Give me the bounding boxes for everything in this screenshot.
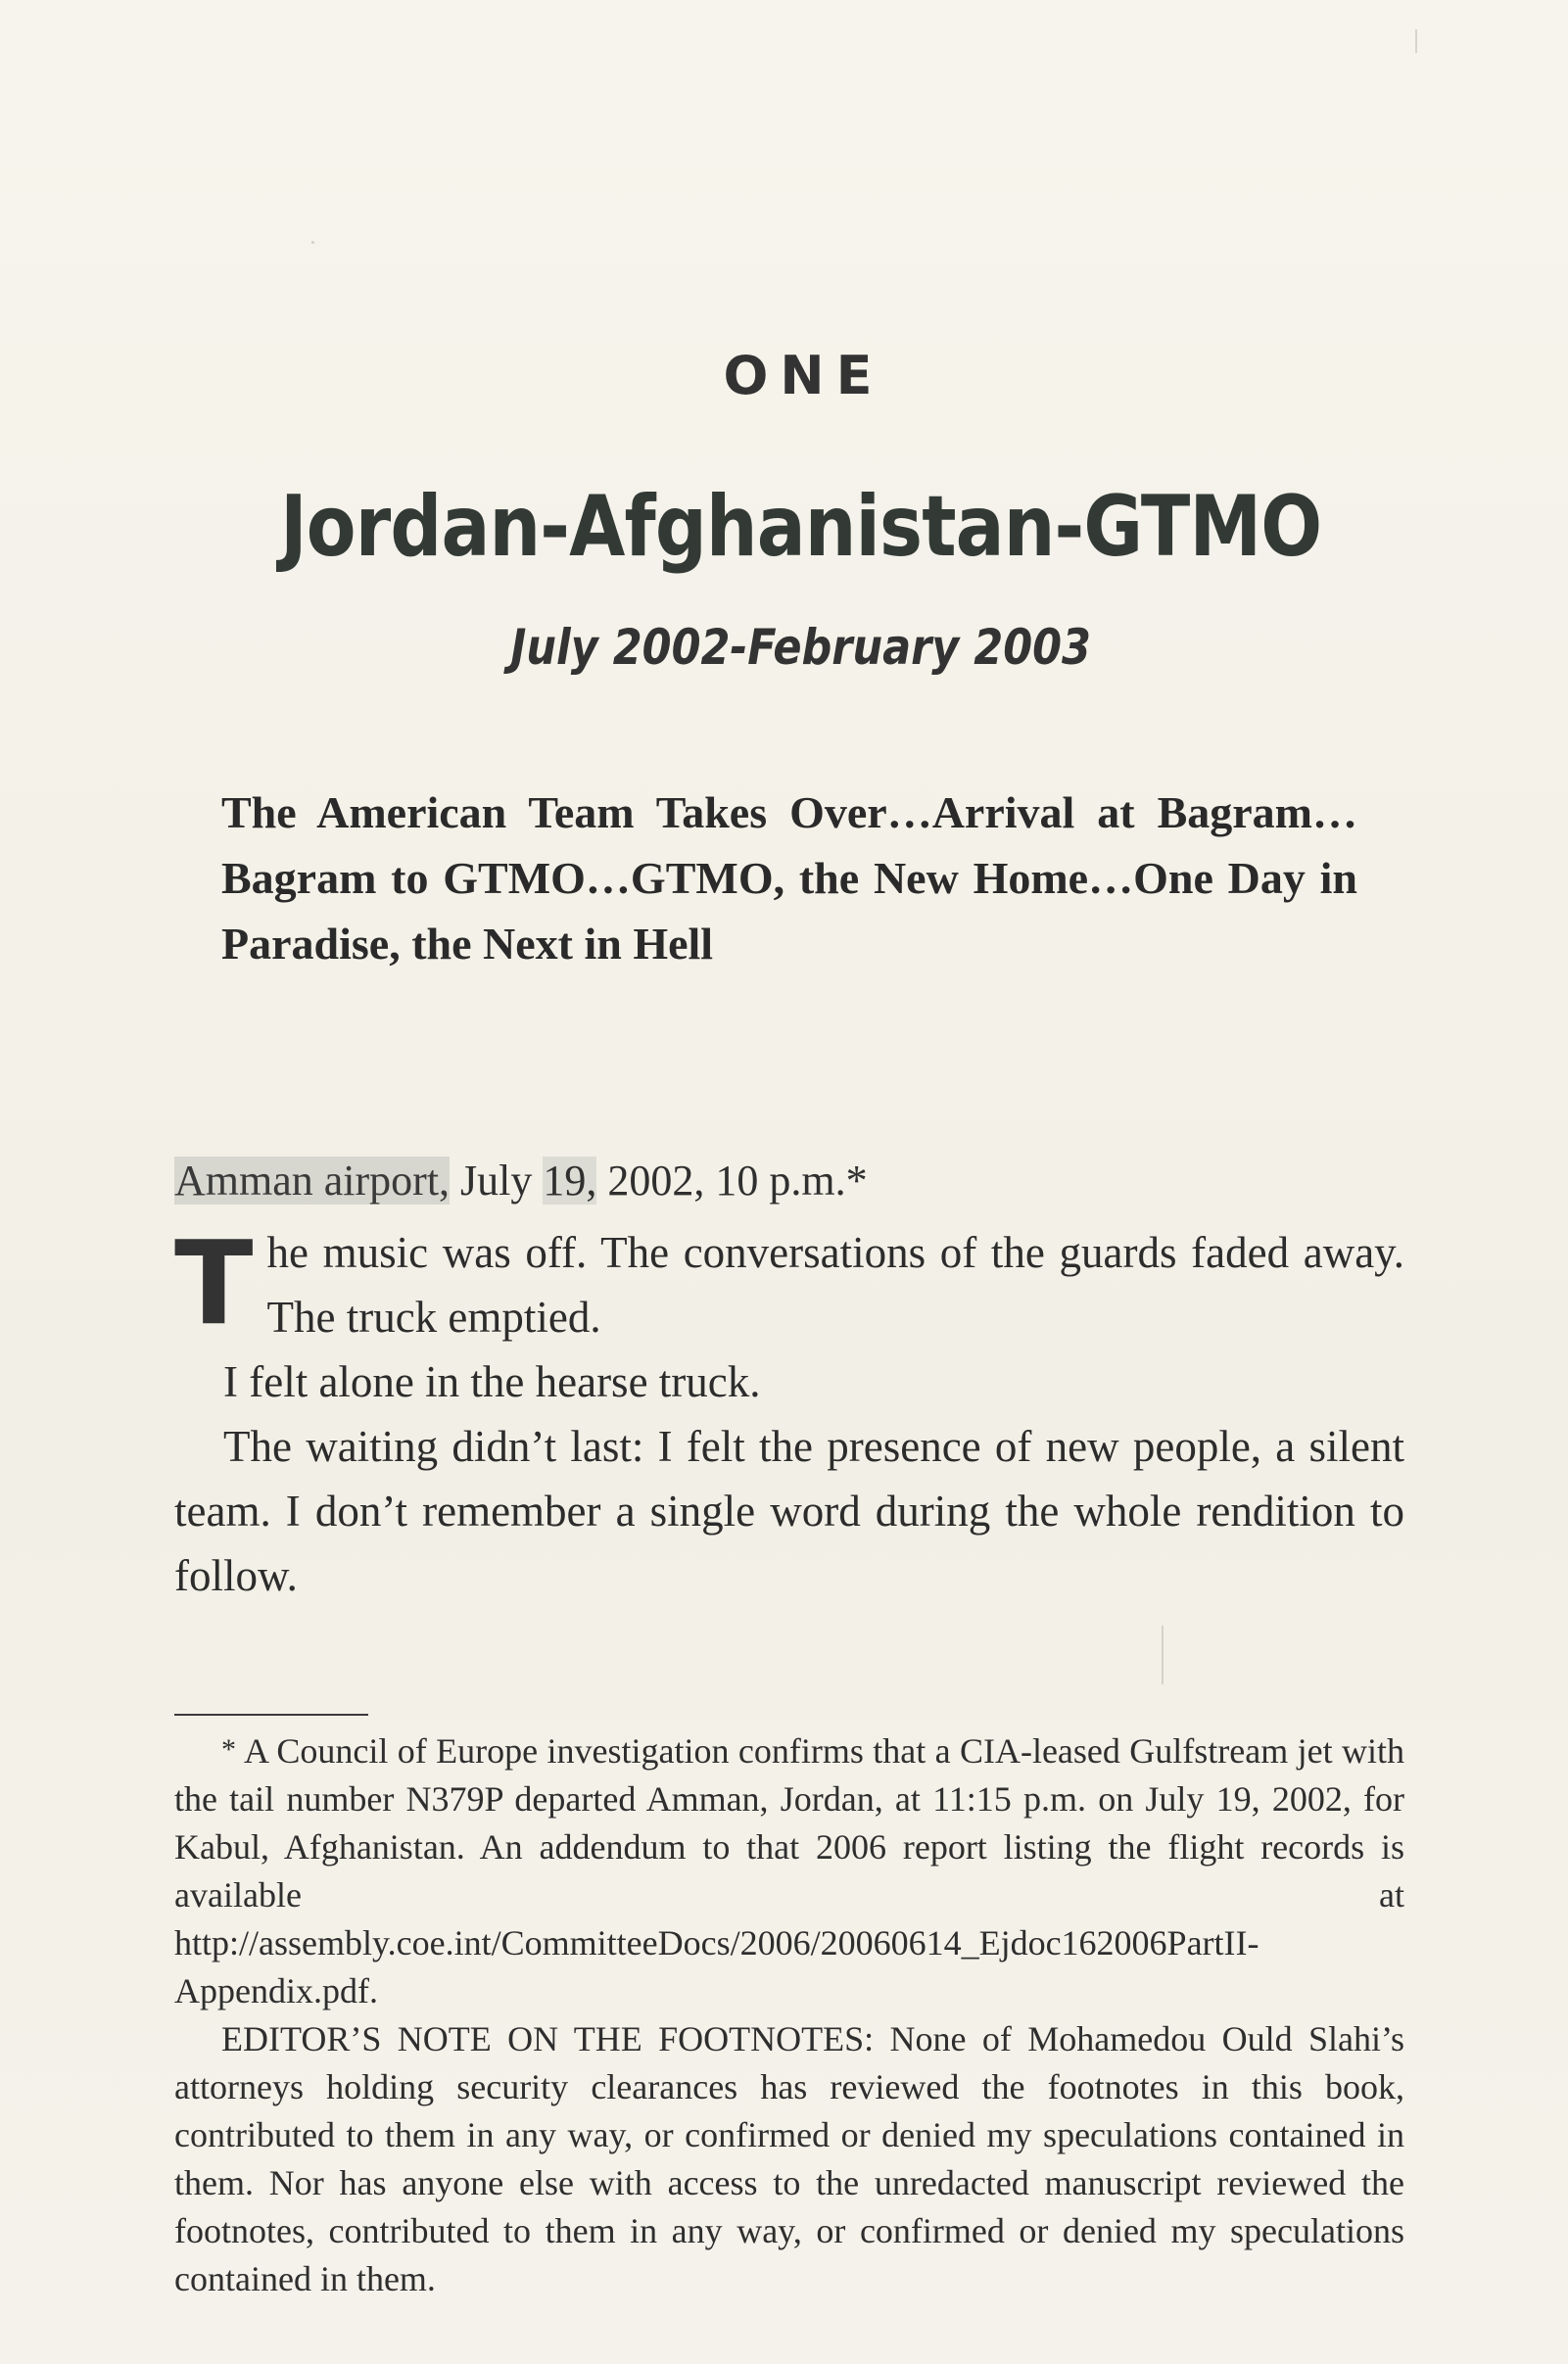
body-text: [174, 1215, 1404, 1608]
footnote-1-text: A Council of Europe investigation confirms that a CIA-leased Gulfstream jet with the tail number N379P departed Amman, Jordan, at 11:15 p.m. on July 19, 2002, for Kabul, Afghanistan. An addendum to that 2006 report listing the flight records is available at http://assembly.coe.int/CommitteeDocs/2006/20060614_Ejdoc162006PartII-Appendix.pdf.: [174, 1731, 1404, 2010]
redaction-highlight-place: Amman airport,: [174, 1157, 451, 1205]
paragraph-2: I felt alone in the hearse truck.: [223, 1357, 761, 1406]
scan-artifact: [311, 241, 314, 244]
footnotes: [174, 1726, 1404, 2303]
scan-artifact: [1162, 1626, 1164, 1684]
paragraph-1: [174, 1215, 1404, 1350]
drop-cap: T: [174, 1215, 254, 1350]
redaction-highlight-day: 19,: [543, 1157, 597, 1205]
chapter-summary: The American Team Takes Over…Arrival at Bagram… Bagram to GTMO…GTMO, the New Home…One Day in Paradise, the Next in Hell: [221, 787, 1357, 969]
chapter-title: Jordan-Afghanistan-GTMO: [280, 478, 1322, 576]
footnote-mark: *: [221, 1733, 236, 1766]
footnote-1: [174, 1726, 1404, 2015]
scan-artifact: [1415, 29, 1417, 53]
dateline-month: July: [460, 1157, 533, 1205]
footnote-rule: [174, 1714, 368, 1716]
dateline: [174, 1156, 868, 1206]
paragraph-1-text: he music was off. The conversations of the guards faded away. The truck emptied.: [266, 1228, 1404, 1342]
editors-note: EDITOR’S NOTE ON THE FOOTNOTES: None of Mohamedou Ould Slahi’s attorneys holding security clearances has reviewed the footnotes in this book, contributed to them in any way, or confirmed or denied my speculations contained in them. Nor has anyone else with access to the unredacted manuscript reviewed the footnotes, contributed to them in any way, or confirmed or denied my speculations contained in them.: [174, 2019, 1404, 2298]
dateline-rest: 2002, 10 p.m.: [607, 1157, 846, 1205]
paragraph-3: The waiting didn’t last: I felt the presence of new people, a silent team. I don’t remember a single word during the whole rendition to follow.: [174, 1422, 1404, 1600]
dateline-footnote-mark: *: [845, 1157, 868, 1205]
chapter-number: ONE: [723, 345, 884, 406]
chapter-dates: July 2002-February 2003: [510, 619, 1091, 676]
